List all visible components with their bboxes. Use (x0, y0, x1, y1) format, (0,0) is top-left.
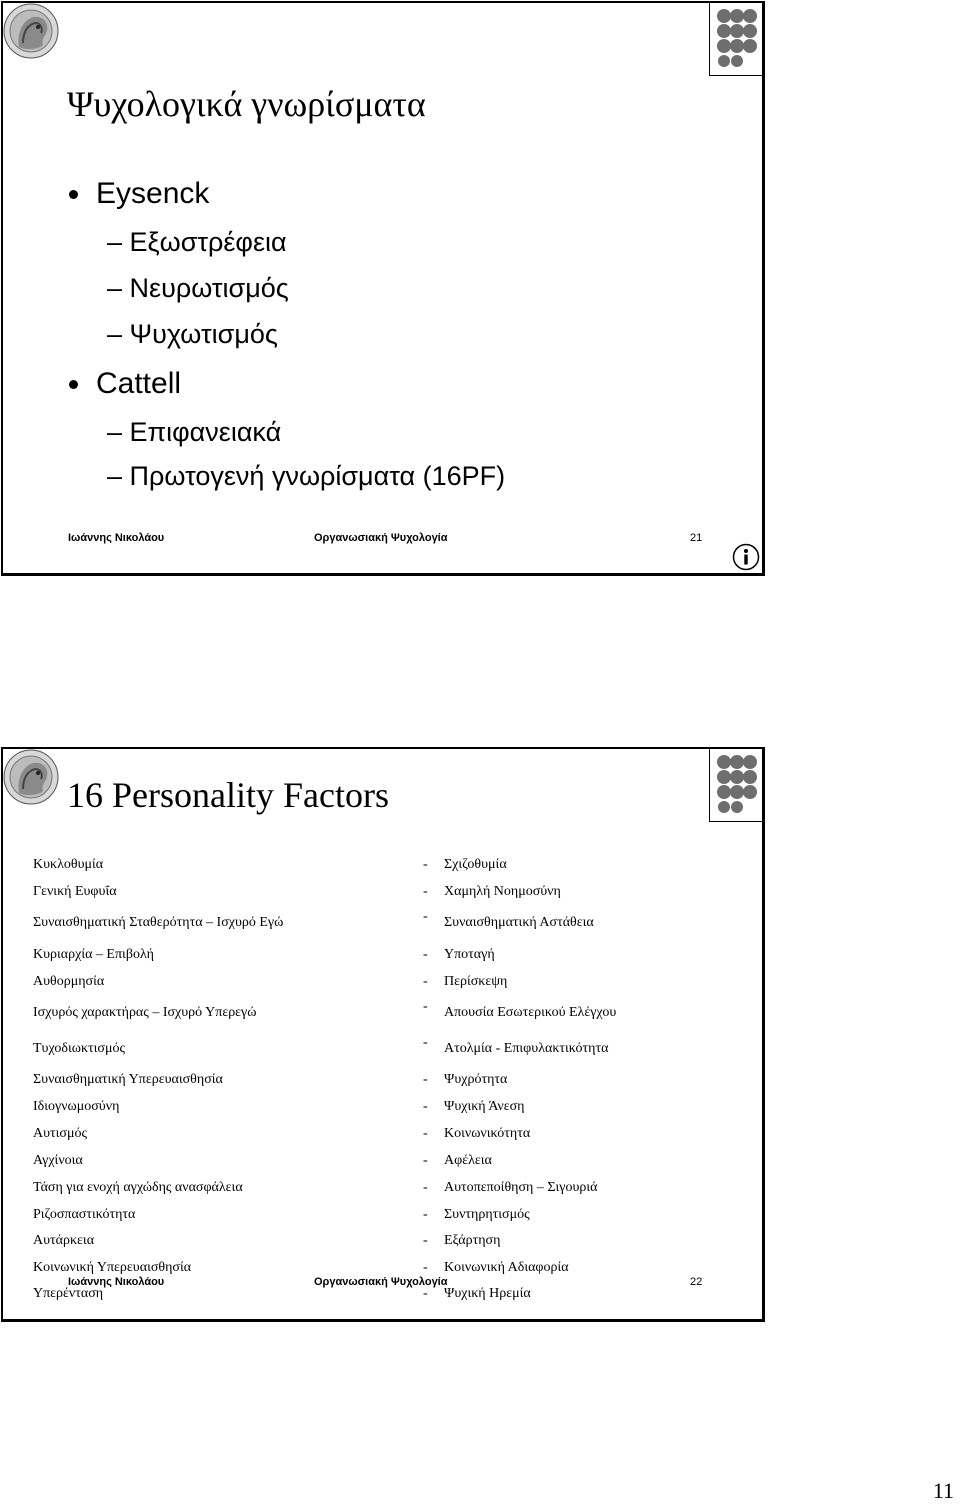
factor-left: Αγχίνοια (33, 1153, 83, 1168)
factor-right: Αφέλεια (444, 1153, 492, 1168)
factor-left: Ισχυρός χαρακτήρας – Ισχυρό Υπερεγώ (33, 1005, 257, 1020)
factor-dash: - (423, 1233, 428, 1248)
factor-dash: - (423, 1286, 428, 1301)
bullet-label: Cattell (96, 367, 182, 400)
factor-right: Περίσκεψη (444, 974, 508, 989)
university-seal-icon (3, 749, 65, 811)
factor-dash: - (423, 909, 428, 924)
factor-left: Συναισθηματική Υπερευαισθησία (33, 1072, 223, 1087)
factor-right: Ψυχική Ηρεμία (444, 1286, 531, 1301)
slide-title: Ψυχολογικά γνωρίσματα (67, 84, 426, 124)
factor-dash: - (423, 1153, 428, 1168)
footer-author: Ιωάννης Νικολάου (68, 1276, 165, 1288)
factor-left: Αυτισμός (33, 1126, 88, 1141)
slide-22 (1, 747, 765, 1322)
sub-item: – Επιφανειακά (107, 417, 282, 447)
factor-left: Υπερένταση (33, 1286, 104, 1301)
factor-dash: - (423, 884, 428, 899)
footer-course: Οργανωσιακή Ψυχολογία (314, 1276, 448, 1288)
slide-title: 16 Personality Factors (67, 775, 389, 815)
factor-left: Συναισθηματική Σταθερότητα – Ισχυρό Εγώ (33, 915, 284, 930)
factor-dash: - (423, 1035, 428, 1050)
grid-logo-icon (709, 3, 762, 76)
factor-right: Σχιζοθυμία (444, 857, 507, 872)
factor-right: Ψυχρότητα (444, 1072, 508, 1087)
factor-left: Κυριαρχία – Επιβολή (33, 947, 154, 962)
factor-right: Χαμηλή Νοημοσύνη (444, 884, 561, 899)
info-icon (732, 543, 760, 571)
factor-right: Συναισθηματική Αστάθεια (444, 915, 594, 930)
factor-dash: - (423, 1072, 428, 1087)
factor-dash: - (423, 1260, 428, 1275)
sheet-page-number: 11 (932, 1478, 954, 1503)
factor-left: Κοινωνική Υπερευαισθησία (33, 1260, 192, 1275)
bullet-dot (69, 380, 78, 389)
factor-dash: - (423, 947, 428, 962)
factor-dash: - (423, 857, 428, 872)
factor-right: Ατολμία - Επιφυλακτικότητα (444, 1041, 609, 1056)
sub-item: – Ψυχωτισμός (107, 319, 278, 349)
sub-item: – Πρωτογενή γνωρίσματα (16PF) (107, 461, 506, 491)
factor-dash: - (423, 1126, 428, 1141)
factor-dash: - (423, 1180, 428, 1195)
grid-logo-icon (709, 749, 762, 822)
factor-right: Εξάρτηση (444, 1233, 501, 1248)
university-seal-icon (3, 3, 65, 65)
factor-left: Τάση για ενοχή αγχώδης ανασφάλεια (33, 1180, 243, 1195)
bullet-dot (69, 190, 78, 199)
factor-right: Απουσία Εσωτερικού Ελέγχου (444, 1005, 617, 1020)
footer-course: Οργανωσιακή Ψυχολογία (314, 532, 448, 544)
bullet-label: Eysenck (96, 177, 210, 210)
factor-left: Αυτάρκεια (33, 1233, 95, 1248)
factor-left: Ριζοσπαστικότητα (33, 1207, 136, 1222)
factor-right: Υποταγή (444, 947, 495, 962)
page-number: 21 (690, 532, 703, 544)
factor-right: Συντηρητισμός (444, 1207, 530, 1222)
factor-dash: - (423, 1099, 428, 1114)
factor-dash: - (423, 1207, 428, 1222)
factor-right: Κοινωνική Αδιαφορία (444, 1260, 569, 1275)
factor-left: Τυχοδιωκτισμός (33, 1041, 126, 1056)
footer-author: Ιωάννης Νικολάου (68, 532, 165, 544)
factor-dash: - (423, 974, 428, 989)
sub-item: – Εξωστρέφεια (107, 227, 287, 257)
factor-left: Ιδιογνωμοσύνη (33, 1099, 120, 1114)
sub-item: – Νευρωτισμός (107, 273, 289, 303)
factor-dash: - (423, 999, 428, 1014)
factor-right: Κοινωνικότητα (444, 1126, 531, 1141)
factor-left: Γενική Ευφυΐα (33, 884, 117, 899)
factor-right: Ψυχική Άνεση (444, 1099, 525, 1114)
page-number: 22 (690, 1276, 703, 1288)
slide-21 (1, 1, 765, 576)
factor-left: Αυθορμησία (33, 974, 105, 989)
factor-right: Αυτοπεποίθηση – Σιγουριά (444, 1180, 598, 1195)
factor-left: Κυκλοθυμία (33, 857, 104, 872)
